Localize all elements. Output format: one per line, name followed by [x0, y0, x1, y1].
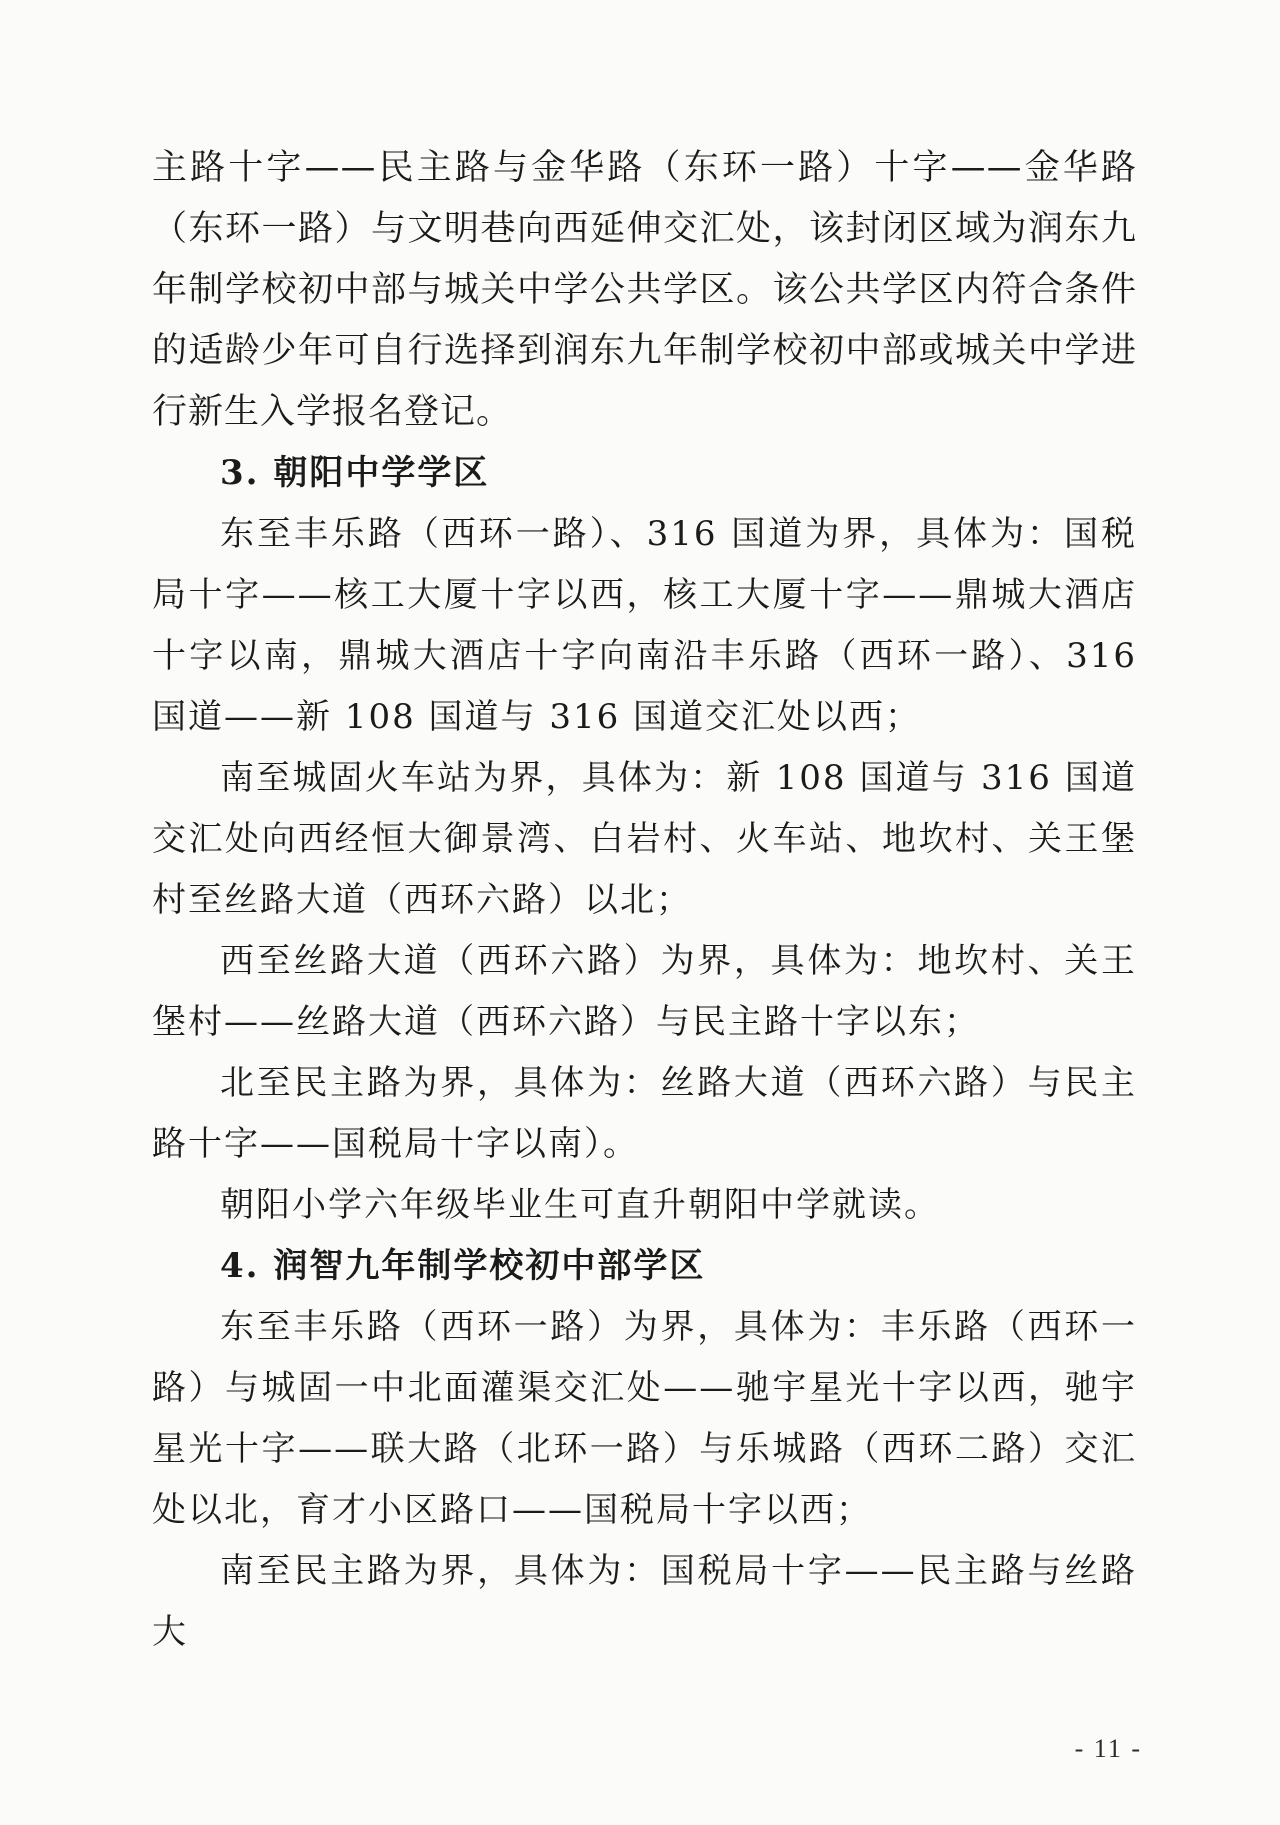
paragraph-south-boundary: 南至城固火车站为界，具体为：新 108 国道与 316 国道交汇处向西经恒大御景湾、白岩村、火车站、地坎村、关王堡村至丝路大道（西环六路）以北； [152, 758, 1137, 920]
paragraph-direct-admission: 朝阳小学六年级毕业生可直升朝阳中学就读。 [220, 1185, 940, 1225]
paragraph-west-boundary: 西至丝路大道（西环六路）为界，具体为：地坎村、关王堡村——丝路大道（西环六路）与民主路十字以东； [152, 941, 1137, 1042]
heading-chaoyang-district: 3. 朝阳中学学区 [220, 453, 490, 493]
paragraph-runzhi-east-boundary: 东至丰乐路（西环一路）为界，具体为：丰乐路（西环一路）与城固一中北面灌渠交汇处——驰宇星光十字以西，驰宇星光十字——联大路（北环一路）与乐城路（西环二路）交汇处以北，育才小区路口——国税局十字以西； [152, 1307, 1137, 1530]
paragraph-runzhi-south-boundary: 南至民主路为界，具体为：国税局十字——民主路与丝路大 [152, 1551, 1137, 1652]
paragraph-east-boundary: 东至丰乐路（西环一路）、316 国道为界，具体为：国税局十字——核工大厦十字以西，核工大厦十字——鼎城大酒店十字以南，鼎城大酒店十字向南沿丰乐路（西环一路）、316 国道——新 108 国道与 316 国道交汇处以西； [152, 514, 1137, 737]
page-number: - 11 - [1074, 1734, 1142, 1763]
paragraph-public-district: 主路十字——民主路与金华路（东环一路）十字——金华路（东环一路）与文明巷向西延伸交汇处，该封闭区域为润东九年制学校初中部与城关中学公共学区。该公共学区内符合条件的适龄少年可自行选择到润东九年制学校初中部或城关中学进行新生入学报名登记。 [152, 148, 1137, 432]
heading-runzhi-district: 4. 润智九年制学校初中部学区 [220, 1246, 706, 1286]
document-body [152, 138, 1137, 1663]
paragraph-north-boundary: 北至民主路为界，具体为：丝路大道（西环六路）与民主路十字——国税局十字以南）。 [152, 1063, 1137, 1164]
